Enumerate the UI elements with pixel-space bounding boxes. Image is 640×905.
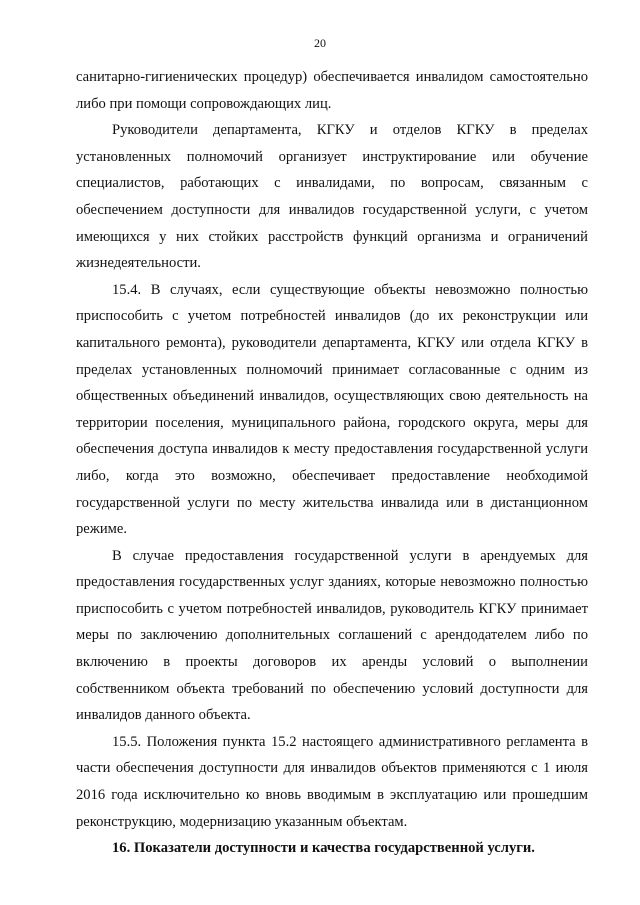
- paragraph-15-5: 15.5. Положения пункта 15.2 настоящего административного регламента в части обеспечения доступности для инвалидов объектов применяются с 1 июля 2016 года исключительно ко вновь вводимым в эксплуатацию или прошедшим реконструкцию, модернизацию указанным объектам.: [76, 733, 588, 830]
- paragraph-instruction: Руководители департамента, КГКУ и отделов КГКУ в пределах установленных полномочий организует инструктирование или обучение специалистов, работающих с инвалидами, по вопросам, связанным с обеспечением доступности для инвалидов государственной услуги, с учетом имеющихся у них стойких расстройств функций организма и ограничений жизнедеятельности.: [76, 122, 588, 272]
- paragraph-continuation: санитарно-гигиенических процедур) обеспечивается инвалидом самостоятельно либо при помощи сопровождающих лиц.: [76, 69, 588, 112]
- document-body: [76, 64, 588, 862]
- page-number: 20: [314, 36, 326, 50]
- section-heading: 16. Показатели доступности и качества государственной услуги.: [112, 840, 535, 857]
- paragraph-15-4: 15.4. В случаях, если существующие объекты невозможно полностью приспособить с учетом потребностей инвалидов (до их реконструкции или капитального ремонта), руководители департамента, КГКУ или отдела КГКУ в пределах установленных полномочий принимает согласованные с одним из общественных объединений инвалидов, осуществляющих свою деятельность на территории поселения, муниципального района, городского округа, меры для обеспечения доступа инвалидов к месту предоставления государственной услуги либо, когда это возможно, обеспечивает предоставление необходимой государственной услуги по месту жительства инвалида или в дистанционном режиме.: [76, 281, 588, 538]
- paragraph-rental: В случае предоставления государственной услуги в арендуемых для предоставления государственных услуг зданиях, которые невозможно полностью приспособить с учетом потребностей инвалидов, руководитель КГКУ принимает меры по заключению дополнительных соглашений с арендодателем либо по включению в проекты договоров их аренды условий о выполнении собственником объекта требований по обеспечению условий доступности для инвалидов данного объекта.: [76, 547, 588, 724]
